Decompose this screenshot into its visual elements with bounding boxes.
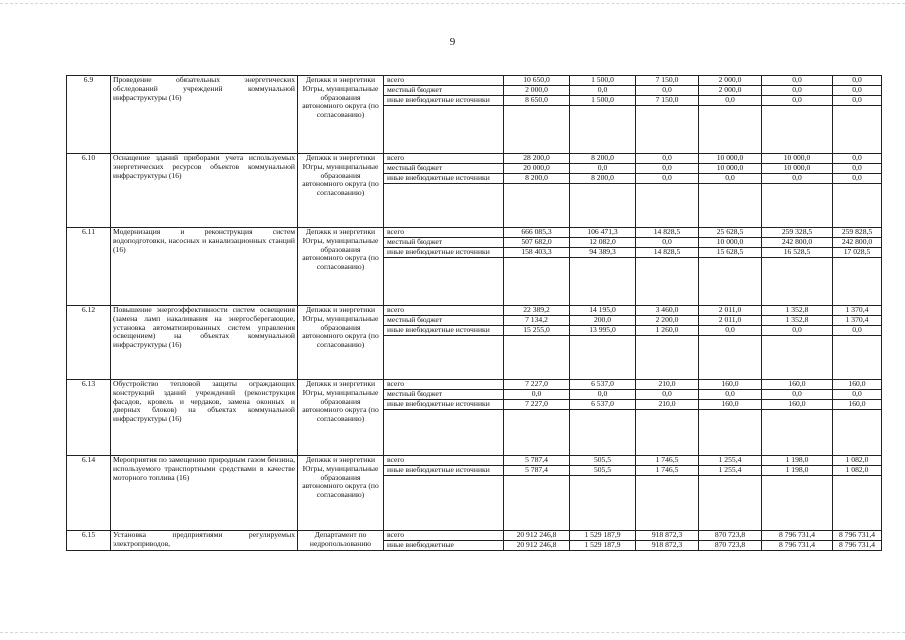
funding-value: 0,0 bbox=[699, 390, 762, 400]
funding-value: 1 255,4 bbox=[699, 466, 762, 476]
funding-value: 210,0 bbox=[636, 380, 699, 390]
funding-value: 8 796 731,4 bbox=[762, 541, 833, 551]
empty-cell bbox=[504, 476, 570, 531]
funding-value: 1 370,4 bbox=[833, 306, 882, 316]
funding-value: 0,0 bbox=[833, 86, 882, 96]
measure-executor: Депжкк и энергетики Югры, муниципальные образования автономного округа (по согласованию) bbox=[298, 228, 384, 306]
funding-value: 6 537,0 bbox=[570, 400, 636, 410]
funding-value: 22 389,2 bbox=[504, 306, 570, 316]
funding-value: 7 227,0 bbox=[504, 380, 570, 390]
funding-source: всего bbox=[384, 154, 504, 164]
funding-value: 0,0 bbox=[762, 86, 833, 96]
funding-value: 25 628,5 bbox=[699, 228, 762, 238]
funding-value: 0,0 bbox=[833, 154, 882, 164]
funding-value: 8 796 731,4 bbox=[833, 531, 882, 541]
empty-cell bbox=[570, 106, 636, 154]
empty-cell bbox=[636, 106, 699, 154]
funding-value: 259 828,5 bbox=[833, 228, 882, 238]
funding-value: 0,0 bbox=[636, 154, 699, 164]
funding-value: 0,0 bbox=[570, 390, 636, 400]
funding-value: 10 000,0 bbox=[699, 154, 762, 164]
empty-cell bbox=[504, 184, 570, 228]
funding-source: всего bbox=[384, 306, 504, 316]
funding-value: 8 796 731,4 bbox=[762, 531, 833, 541]
funding-value: 2 200,0 bbox=[636, 316, 699, 326]
empty-cell bbox=[636, 184, 699, 228]
funding-value: 106 471,3 bbox=[570, 228, 636, 238]
empty-cell bbox=[833, 258, 882, 306]
empty-cell bbox=[699, 258, 762, 306]
funding-value: 160,0 bbox=[762, 400, 833, 410]
funding-value: 8 650,0 bbox=[504, 96, 570, 106]
measure-name: Модернизация и реконструкция систем водоподготовки, насосных и канализационных станций (16) bbox=[111, 228, 298, 306]
empty-cell bbox=[699, 476, 762, 531]
empty-cell bbox=[762, 184, 833, 228]
funding-value: 1 260,0 bbox=[636, 326, 699, 336]
empty-cell bbox=[636, 410, 699, 456]
funding-value: 242 800,0 bbox=[833, 238, 882, 248]
funding-value: 1 082,0 bbox=[833, 466, 882, 476]
funding-value: 2 011,0 bbox=[699, 306, 762, 316]
funding-value: 7 150,0 bbox=[636, 76, 699, 86]
funding-value: 10 650,0 bbox=[504, 76, 570, 86]
funding-value: 3 460,0 bbox=[636, 306, 699, 316]
empty-cell bbox=[384, 106, 504, 154]
funding-value: 210,0 bbox=[636, 400, 699, 410]
funding-value: 918 872,3 bbox=[636, 541, 699, 551]
funding-value: 0,0 bbox=[833, 164, 882, 174]
table-row bbox=[67, 228, 882, 238]
funding-value: 0,0 bbox=[636, 238, 699, 248]
empty-cell bbox=[570, 336, 636, 380]
funding-value: 8 200,0 bbox=[504, 174, 570, 184]
funding-value: 1 198,0 bbox=[762, 456, 833, 466]
funding-value: 1 198,0 bbox=[762, 466, 833, 476]
funding-value: 0,0 bbox=[699, 96, 762, 106]
empty-cell bbox=[504, 258, 570, 306]
funding-source: иные внебюджетные bbox=[384, 541, 504, 551]
funding-value: 1 529 187,9 bbox=[570, 541, 636, 551]
funding-value: 14 828,5 bbox=[636, 248, 699, 258]
funding-value: 10 000,0 bbox=[762, 154, 833, 164]
funding-value: 13 995,0 bbox=[570, 326, 636, 336]
funding-value: 0,0 bbox=[636, 86, 699, 96]
empty-cell bbox=[570, 258, 636, 306]
funding-value: 1 352,8 bbox=[762, 316, 833, 326]
funding-value: 918 872,3 bbox=[636, 531, 699, 541]
measure-executor: Депжкк и энергетики Югры, муниципальные образования автономного округа (по согласованию) bbox=[298, 306, 384, 380]
funding-value: 0,0 bbox=[636, 164, 699, 174]
funding-value: 870 723,8 bbox=[699, 531, 762, 541]
funding-value: 10 000,0 bbox=[762, 164, 833, 174]
measure-name: Мероприятия по замещению природным газом бензина, используемого транспортными средствами в качестве моторного топлива (16) bbox=[111, 456, 298, 531]
funding-value: 20 912 246,8 bbox=[504, 531, 570, 541]
funding-source: местный бюджет bbox=[384, 238, 504, 248]
empty-cell bbox=[762, 106, 833, 154]
funding-source: всего bbox=[384, 76, 504, 86]
funding-value: 0,0 bbox=[570, 164, 636, 174]
measure-number: 6.12 bbox=[67, 306, 111, 380]
measure-name: Оснащение зданий приборами учета используемых энергетических ресурсов объектов коммунальной инфраструктуры (16) bbox=[111, 154, 298, 228]
funding-value: 200,0 bbox=[570, 316, 636, 326]
funding-value: 14 828,5 bbox=[636, 228, 699, 238]
empty-cell bbox=[762, 410, 833, 456]
funding-value: 2 000,0 bbox=[504, 86, 570, 96]
funding-value: 17 028,5 bbox=[833, 248, 882, 258]
funding-source: иные внебюджетные источники bbox=[384, 248, 504, 258]
measure-executor: Депжкк и энергетики Югры, муниципальные образования автономного округа (по согласованию) bbox=[298, 76, 384, 154]
empty-cell bbox=[762, 336, 833, 380]
program-measures-table bbox=[66, 75, 882, 551]
funding-value: 0,0 bbox=[699, 174, 762, 184]
funding-value: 0,0 bbox=[504, 390, 570, 400]
measure-number: 6.9 bbox=[67, 76, 111, 154]
funding-value: 15 255,0 bbox=[504, 326, 570, 336]
scan-edge-top bbox=[0, 3, 905, 4]
funding-value: 0,0 bbox=[833, 174, 882, 184]
empty-cell bbox=[833, 476, 882, 531]
empty-cell bbox=[570, 410, 636, 456]
funding-value: 160,0 bbox=[699, 400, 762, 410]
measure-number: 6.11 bbox=[67, 228, 111, 306]
funding-value: 160,0 bbox=[762, 380, 833, 390]
funding-value: 5 787,4 bbox=[504, 456, 570, 466]
empty-cell bbox=[833, 410, 882, 456]
empty-cell bbox=[384, 476, 504, 531]
empty-cell bbox=[636, 476, 699, 531]
table-row bbox=[67, 380, 882, 390]
funding-value: 0,0 bbox=[636, 390, 699, 400]
funding-value: 8 796 731,4 bbox=[833, 541, 882, 551]
funding-value: 870 723,8 bbox=[699, 541, 762, 551]
table-row bbox=[67, 306, 882, 316]
funding-value: 160,0 bbox=[833, 400, 882, 410]
scan-edge-bottom bbox=[0, 632, 905, 633]
funding-source: местный бюджет bbox=[384, 316, 504, 326]
funding-value: 0,0 bbox=[833, 76, 882, 86]
funding-value: 158 403,3 bbox=[504, 248, 570, 258]
funding-source: иные внебюджетные источники bbox=[384, 96, 504, 106]
empty-cell bbox=[699, 184, 762, 228]
empty-cell bbox=[762, 476, 833, 531]
measure-executor: Депжкк и энергетики Югры, муниципальные образования автономного округа (по согласованию) bbox=[298, 380, 384, 456]
funding-value: 7 134,2 bbox=[504, 316, 570, 326]
funding-value: 5 787,4 bbox=[504, 466, 570, 476]
funding-value: 0,0 bbox=[699, 326, 762, 336]
empty-cell bbox=[384, 336, 504, 380]
measure-executor: Депжкк и энергетики Югры, муниципальные образования автономного округа (по согласованию) bbox=[298, 154, 384, 228]
funding-value: 20 912 246,8 bbox=[504, 541, 570, 551]
empty-cell bbox=[570, 184, 636, 228]
funding-source: местный бюджет bbox=[384, 86, 504, 96]
funding-value: 0,0 bbox=[762, 174, 833, 184]
measure-name: Обустройство тепловой защиты ограждающих конструкций зданий учреждений (реконструкция фасадов, кровель и чердаков, замена оконных и дверных блоков) на объектах коммунальной инфраструктуры (16) bbox=[111, 380, 298, 456]
table-row bbox=[67, 154, 882, 164]
funding-value: 666 085,3 bbox=[504, 228, 570, 238]
funding-value: 7 150,0 bbox=[636, 96, 699, 106]
funding-value: 6 537,0 bbox=[570, 380, 636, 390]
funding-source: иные внебюджетные источники bbox=[384, 466, 504, 476]
table-row bbox=[67, 76, 882, 86]
funding-value: 0,0 bbox=[762, 390, 833, 400]
funding-value: 0,0 bbox=[833, 326, 882, 336]
funding-value: 0,0 bbox=[833, 96, 882, 106]
funding-value: 1 352,8 bbox=[762, 306, 833, 316]
empty-cell bbox=[504, 410, 570, 456]
empty-cell bbox=[762, 258, 833, 306]
empty-cell bbox=[833, 184, 882, 228]
funding-value: 0,0 bbox=[636, 174, 699, 184]
funding-source: местный бюджет bbox=[384, 164, 504, 174]
funding-value: 12 082,0 bbox=[570, 238, 636, 248]
funding-value: 1 500,0 bbox=[570, 96, 636, 106]
funding-value: 1 082,0 bbox=[833, 456, 882, 466]
funding-value: 1 500,0 bbox=[570, 76, 636, 86]
funding-value: 2 000,0 bbox=[699, 86, 762, 96]
empty-cell bbox=[570, 476, 636, 531]
funding-value: 1 255,4 bbox=[699, 456, 762, 466]
table-row bbox=[67, 531, 882, 541]
funding-source: иные внебюджетные источники bbox=[384, 400, 504, 410]
funding-value: 15 628,5 bbox=[699, 248, 762, 258]
measure-name: Установка предприятиями регулируемых электроприводов, bbox=[111, 531, 298, 551]
empty-cell bbox=[833, 106, 882, 154]
measure-name: Проведение обязательных энергетических обследований учреждений коммунальной инфраструктуры (16) bbox=[111, 76, 298, 154]
funding-value: 242 800,0 bbox=[762, 238, 833, 248]
funding-value: 160,0 bbox=[699, 380, 762, 390]
funding-source: всего bbox=[384, 456, 504, 466]
table-row bbox=[67, 456, 882, 466]
funding-source: иные внебюджетные источники bbox=[384, 326, 504, 336]
funding-value: 505,5 bbox=[570, 466, 636, 476]
funding-value: 505,5 bbox=[570, 456, 636, 466]
funding-value: 1 370,4 bbox=[833, 316, 882, 326]
funding-source: всего bbox=[384, 380, 504, 390]
measure-number: 6.13 bbox=[67, 380, 111, 456]
empty-cell bbox=[699, 410, 762, 456]
measure-number: 6.15 bbox=[67, 531, 111, 551]
funding-source: всего bbox=[384, 228, 504, 238]
measure-number: 6.14 bbox=[67, 456, 111, 531]
funding-value: 8 200,0 bbox=[570, 174, 636, 184]
funding-value: 10 000,0 bbox=[699, 164, 762, 174]
empty-cell bbox=[833, 336, 882, 380]
empty-cell bbox=[504, 336, 570, 380]
funding-value: 1 746,5 bbox=[636, 466, 699, 476]
measure-executor: Депжкк и энергетики Югры, муниципальные образования автономного округа (по согласованию) bbox=[298, 456, 384, 531]
measure-executor: Департамент по недропользованию bbox=[298, 531, 384, 551]
funding-value: 0,0 bbox=[762, 326, 833, 336]
funding-source: всего bbox=[384, 531, 504, 541]
empty-cell bbox=[636, 336, 699, 380]
funding-value: 2 011,0 bbox=[699, 316, 762, 326]
empty-cell bbox=[636, 258, 699, 306]
funding-value: 1 529 187,9 bbox=[570, 531, 636, 541]
funding-value: 2 000,0 bbox=[699, 76, 762, 86]
funding-value: 160,0 bbox=[833, 380, 882, 390]
empty-cell bbox=[699, 336, 762, 380]
page-number: 9 bbox=[449, 36, 456, 48]
funding-source: местный бюджет bbox=[384, 390, 504, 400]
measure-number: 6.10 bbox=[67, 154, 111, 228]
empty-cell bbox=[699, 106, 762, 154]
funding-source: иные внебюджетные источники bbox=[384, 174, 504, 184]
empty-cell bbox=[384, 258, 504, 306]
empty-cell bbox=[504, 106, 570, 154]
funding-value: 0,0 bbox=[570, 86, 636, 96]
funding-value: 0,0 bbox=[762, 76, 833, 86]
funding-value: 0,0 bbox=[833, 390, 882, 400]
funding-value: 1 746,5 bbox=[636, 456, 699, 466]
funding-value: 28 200,0 bbox=[504, 154, 570, 164]
funding-value: 10 000,0 bbox=[699, 238, 762, 248]
funding-value: 8 200,0 bbox=[570, 154, 636, 164]
funding-value: 259 328,5 bbox=[762, 228, 833, 238]
funding-value: 507 682,0 bbox=[504, 238, 570, 248]
measure-name: Повышение энергоэффективности систем освещения (замена ламп накаливания на энергосберегающие, установка автоматизированных систем управления освещением) на объектах коммунальной инфраструктуры (16) bbox=[111, 306, 298, 380]
empty-cell bbox=[384, 410, 504, 456]
funding-value: 7 227,0 bbox=[504, 400, 570, 410]
funding-value: 20 000,0 bbox=[504, 164, 570, 174]
funding-value: 14 195,0 bbox=[570, 306, 636, 316]
funding-value: 0,0 bbox=[762, 96, 833, 106]
funding-value: 94 389,3 bbox=[570, 248, 636, 258]
funding-value: 16 528,5 bbox=[762, 248, 833, 258]
table-body bbox=[67, 76, 882, 551]
empty-cell bbox=[384, 184, 504, 228]
